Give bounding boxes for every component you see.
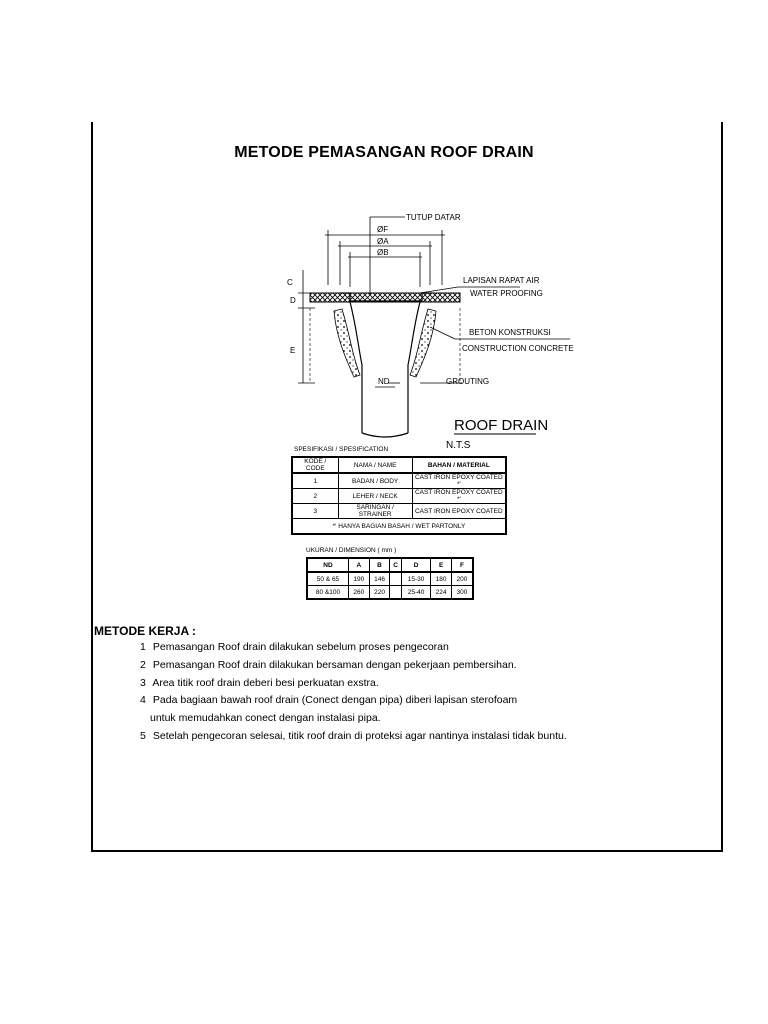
spec-cell: LEHER / NECK xyxy=(338,489,412,504)
table-row xyxy=(292,473,506,489)
dim-cell xyxy=(390,586,402,600)
dim-cell: 190 xyxy=(348,572,369,586)
step-number: 2 xyxy=(140,658,146,671)
list-item xyxy=(140,728,567,746)
step-text: Pada bagiaan bawah roof drain (Conect dengan pipa) diberi lapisan sterofoam xyxy=(152,694,518,707)
dim-cell: 50 & 65 xyxy=(307,572,348,586)
label-lapisan-rapat-air: LAPISAN RAPAT AIR xyxy=(463,276,540,285)
label-grouting: GROUTING xyxy=(446,377,490,386)
dim-cell: 224 xyxy=(431,586,452,600)
dim-cell: 25-40 xyxy=(401,586,430,600)
list-item xyxy=(140,639,567,657)
list-item-continuation xyxy=(140,710,567,728)
step-number: 5 xyxy=(140,729,146,742)
spec-cell: SARINGAN / STRAINER xyxy=(338,504,412,519)
label-dim-d: D xyxy=(290,296,296,305)
table-row xyxy=(292,489,506,504)
dim-cell: 80 &100 xyxy=(307,586,348,600)
spec-cell: 3 xyxy=(292,504,338,519)
dim-header-c: C xyxy=(390,558,402,572)
table-row xyxy=(307,572,473,586)
dim-cell: 300 xyxy=(451,586,473,600)
list-item xyxy=(140,657,567,675)
dimension-table xyxy=(306,557,474,600)
metode-kerja-heading: METODE KERJA : xyxy=(94,624,197,638)
step-number: 4 xyxy=(140,694,146,707)
table-row xyxy=(292,504,506,519)
label-dim-e: E xyxy=(290,346,296,355)
drawing-name: ROOF DRAIN xyxy=(454,417,549,434)
drawing-scale: N.T.S xyxy=(446,440,471,450)
spec-cell: BADAN / BODY xyxy=(338,473,412,489)
label-dim-f: ØF xyxy=(377,225,389,234)
spec-cell: CAST IRON EPOXY COATED *' xyxy=(412,489,506,504)
label-dim-c: C xyxy=(287,278,293,287)
dim-cell: 15-30 xyxy=(401,572,430,586)
spec-table xyxy=(291,456,507,535)
label-water-proofing: WATER PROOFING xyxy=(470,289,543,298)
dimension-caption: UKURAN / DIMENSION ( mm ) xyxy=(306,547,397,554)
list-item xyxy=(140,692,567,710)
dimension-header-row xyxy=(307,558,473,572)
spec-cell: CAST IRON EPOXY COATED xyxy=(412,504,506,519)
label-dim-b: ØB xyxy=(377,248,389,257)
step-text: untuk memudahkan conect dengan instalasi pipa. xyxy=(150,712,381,725)
dim-header-f: F xyxy=(451,558,473,572)
step-text: Setelah pengecoran selesai, titik roof drain di proteksi agar nantinya instalasi tidak buntu. xyxy=(152,729,567,742)
dim-cell: 200 xyxy=(451,572,473,586)
step-number: 1 xyxy=(140,641,146,653)
spec-cell: 1 xyxy=(292,473,338,489)
dim-cell: 260 xyxy=(348,586,369,600)
step-text: Area titik roof drain deberi besi perkuatan exstra. xyxy=(152,676,379,689)
roof-drain-section-drawing xyxy=(270,205,590,450)
spec-note: *' HANYA BAGIAN BASAH / WET PARTONLY xyxy=(292,519,506,535)
spec-header-row xyxy=(292,457,506,473)
spec-header-name: NAMA / NAME xyxy=(338,457,412,473)
step-text: Pemasangan Roof drain dilakukan sebelum proses pengecoran xyxy=(152,641,449,653)
label-nd: ND xyxy=(378,377,390,386)
spec-header-material: BAHAN / MATERIAL xyxy=(412,457,506,473)
dim-cell: 220 xyxy=(369,586,390,600)
step-number: 3 xyxy=(140,676,146,689)
dim-cell: 180 xyxy=(431,572,452,586)
table-row xyxy=(307,586,473,600)
step-text: Pemasangan Roof drain dilakukan bersaman dengan pekerjaan pembersihan. xyxy=(152,658,517,671)
page-title: METODE PEMASANGAN ROOF DRAIN xyxy=(234,144,534,161)
dim-header-nd: ND xyxy=(307,558,348,572)
dim-cell xyxy=(390,572,402,586)
label-construction-concrete: CONSTRUCTION CONCRETE xyxy=(462,344,574,353)
dim-header-b: B xyxy=(369,558,390,572)
dim-cell: 146 xyxy=(369,572,390,586)
label-beton-konstruksi: BETON KONSTRUKSI xyxy=(469,328,551,337)
dim-header-e: E xyxy=(431,558,452,572)
label-dim-a: ØA xyxy=(377,237,389,246)
spec-cell: CAST IRON EPOXY COATED *' xyxy=(412,473,506,489)
spec-cell: 2 xyxy=(292,489,338,504)
spec-header-code: KODE / CODE xyxy=(292,457,338,473)
dim-header-a: A xyxy=(348,558,369,572)
list-item xyxy=(140,675,567,693)
metode-kerja-steps xyxy=(140,639,567,746)
dim-header-d: D xyxy=(401,558,430,572)
label-tutup-datar: TUTUP DATAR xyxy=(406,213,461,222)
spec-note-row xyxy=(292,519,506,535)
spec-caption: SPESIFIKASI / SPESIFICATION xyxy=(294,446,389,453)
